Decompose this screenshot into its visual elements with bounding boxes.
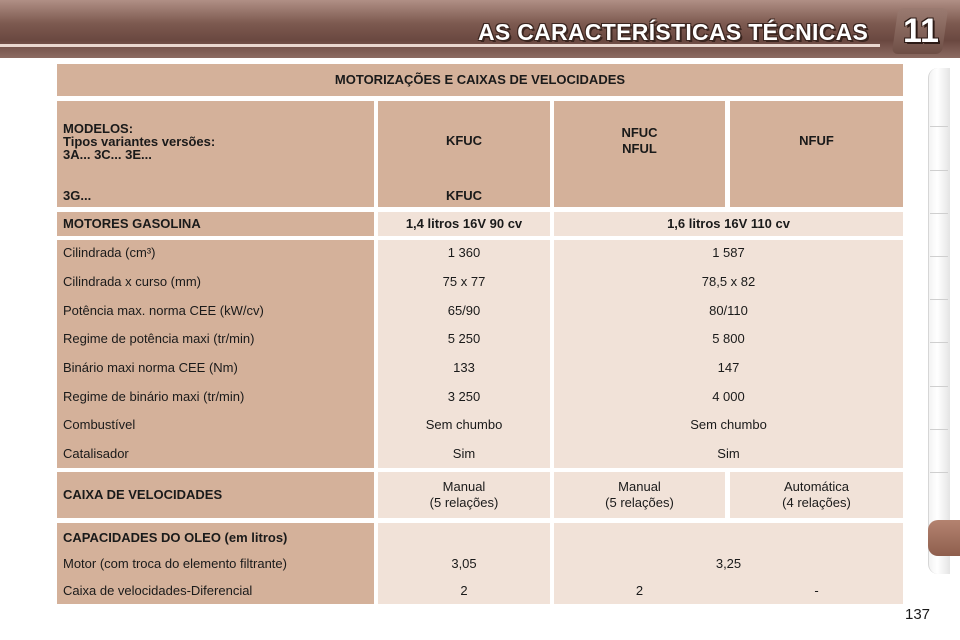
capacities-label: CAPACIDADES DO OLEO (em litros) xyxy=(63,530,288,545)
spec-label: Regime de binário maxi (tr/min) xyxy=(63,389,245,404)
engine-2: 1,6 litros 16V 110 cv xyxy=(554,212,903,236)
model-code: NFUC xyxy=(621,125,658,140)
spec-label: Potência max. norma CEE (kW/cv) xyxy=(63,303,264,318)
capacity-value: 3,25 xyxy=(715,556,742,571)
models-label-line: 3A... 3C... 3E... xyxy=(63,147,152,162)
capacity-value: 2 xyxy=(635,583,644,598)
spec-label: Catalisador xyxy=(63,446,129,461)
spec-value: Sem chumbo xyxy=(425,417,503,432)
capacities-engine-1-cell xyxy=(378,523,550,604)
specs-engine-2-cell xyxy=(554,240,903,468)
side-tab-divider xyxy=(930,170,948,171)
spec-label: Binário maxi norma CEE (Nm) xyxy=(63,360,238,375)
gearbox-ratios: (5 relações) xyxy=(605,495,674,510)
models-label-line: MODELOS: xyxy=(63,121,134,136)
spec-value: 133 xyxy=(453,360,475,375)
capacity-value: 3,05 xyxy=(451,556,477,571)
page-number: 137 xyxy=(905,606,931,623)
model-code: KFUC xyxy=(445,133,483,148)
spec-value: 3 250 xyxy=(447,389,481,404)
spec-value: 1 360 xyxy=(447,245,481,260)
model-col-2 xyxy=(554,101,725,207)
page-title: AS CARACTERÍSTICAS TÉCNICAS xyxy=(478,19,869,45)
spec-value: 5 800 xyxy=(712,331,745,346)
gearbox-ratios: (4 relações) xyxy=(782,495,851,510)
gearbox-3 xyxy=(730,472,903,518)
spec-value: 80/110 xyxy=(709,303,748,318)
capacity-value: - xyxy=(814,583,819,598)
gearbox-2 xyxy=(554,472,725,518)
capacity-label: Caixa de velocidades-Diferencial xyxy=(63,583,253,598)
gearbox-type: Automática xyxy=(783,479,850,494)
gearbox-label: CAIXA DE VELOCIDADES xyxy=(57,472,374,518)
spec-label: Cilindrada (cm³) xyxy=(63,245,156,260)
specs-engine-1-cell xyxy=(378,240,550,468)
spec-label: Regime de potência maxi (tr/min) xyxy=(63,331,255,346)
model-code: NFUF xyxy=(799,133,834,148)
spec-value: 75 x 77 xyxy=(442,274,486,289)
spec-value: 65/90 xyxy=(447,303,481,318)
spec-value: 1 587 xyxy=(712,245,745,260)
spec-label: Combustível xyxy=(63,417,136,432)
model-col-1 xyxy=(378,101,550,207)
gearbox-type: Manual xyxy=(442,479,486,494)
models-label-cell xyxy=(57,101,374,207)
chapter-number: 11 xyxy=(903,12,939,50)
side-tab-divider xyxy=(930,342,948,343)
capacities-engine-2-cell xyxy=(554,523,903,604)
models-label-3g: 3G... xyxy=(63,188,92,203)
spec-value: 147 xyxy=(717,360,740,375)
engine-1: 1,4 litros 16V 90 cv xyxy=(378,212,550,236)
capacities-labels-cell xyxy=(57,523,374,604)
spec-label: Cilindrada x curso (mm) xyxy=(63,274,201,289)
spec-value: 5 250 xyxy=(447,331,481,346)
spec-value: Sim xyxy=(717,446,740,461)
side-tab-active[interactable] xyxy=(928,520,960,556)
model-col-3 xyxy=(730,101,903,207)
model-code: KFUC xyxy=(445,188,483,203)
specs-labels-cell xyxy=(57,240,374,468)
capacity-value: 2 xyxy=(460,583,468,598)
side-tab-divider xyxy=(930,386,948,387)
models-label-line: Tipos variantes versões: xyxy=(63,134,216,149)
spec-value: Sem chumbo xyxy=(690,417,767,432)
gearbox-1 xyxy=(378,472,550,518)
gearbox-type: Manual xyxy=(618,479,661,494)
spec-value: Sim xyxy=(452,446,476,461)
side-tab-divider xyxy=(930,472,948,473)
side-tab-divider xyxy=(930,126,948,127)
spec-value: 4 000 xyxy=(712,389,745,404)
spec-value: 78,5 x 82 xyxy=(701,274,756,289)
side-tab-divider xyxy=(930,213,948,214)
model-code: NFUL xyxy=(622,141,657,156)
side-tab-divider xyxy=(930,299,948,300)
side-tab-divider xyxy=(930,429,948,430)
side-index-tabs[interactable] xyxy=(928,68,950,574)
engines-label: MOTORES GASOLINA xyxy=(57,212,374,236)
side-tab-divider xyxy=(930,256,948,257)
gearbox-ratios: (5 relações) xyxy=(429,495,499,510)
capacity-label: Motor (com troca do elemento filtrante) xyxy=(63,556,287,571)
section-title: MOTORIZAÇÕES E CAIXAS DE VELOCIDADES xyxy=(57,64,903,96)
